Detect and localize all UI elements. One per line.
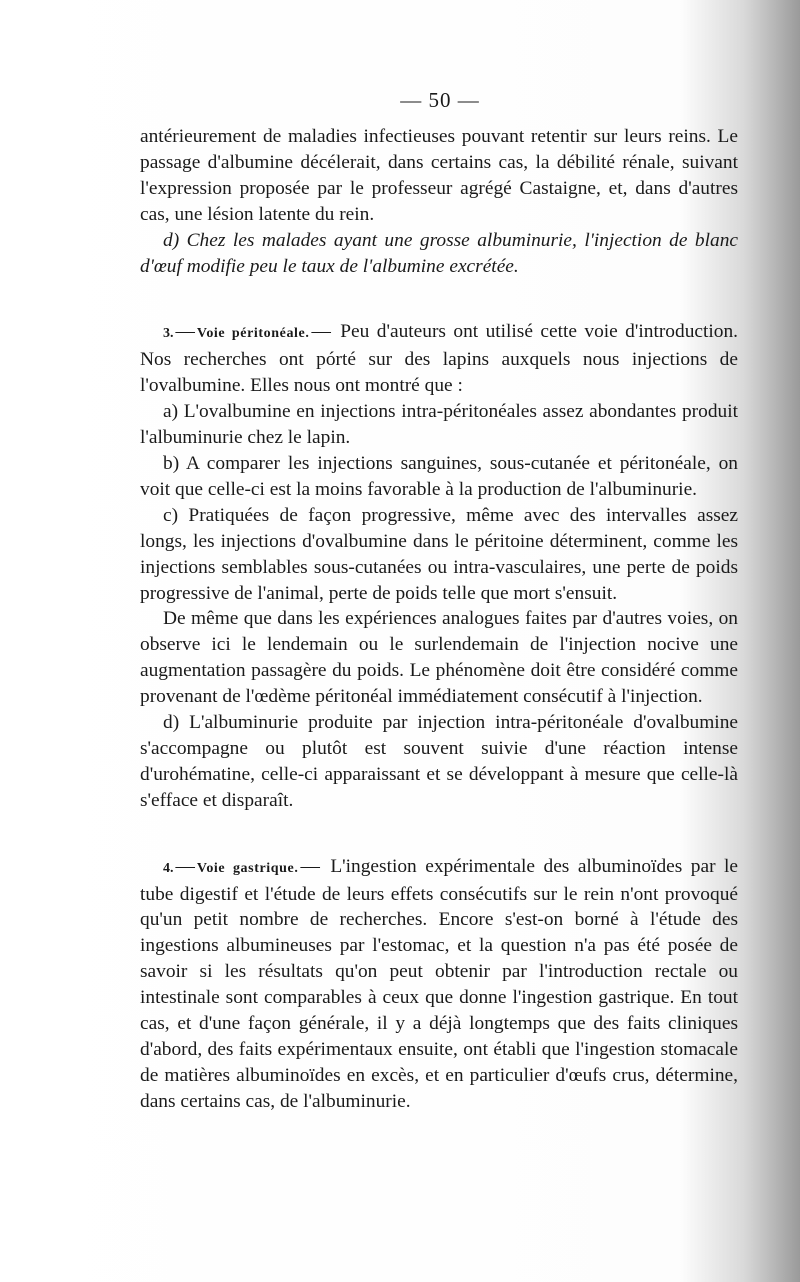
section-3-number: 3.	[163, 326, 174, 342]
point-d-paragraph: d) Chez les malades ayant une grosse albuminurie, l'injection de blanc d'œuf modifie peu le taux de l'albumine excrétée.	[140, 229, 738, 277]
section-3-observation: De même que dans les expériences analogues faites par d'autres voies, on observe ici le lendemain ou le surlendemain de l'injection nocive une augmentation passagère du poids. Le phénomène doit être considéré comme provenant de l'œdème péritonéal immédiatement consécutif à l'injection.	[140, 608, 738, 708]
section-3-point-c: c) Pratiquées de façon progressive, même avec des intervalles assez longs, les injections d'ovalbumine dans le péritoine déterminent, comme les injections semblables sous-cutanées ou intra-vasculaires, une perte de poids progressive de l'animal, perte de poids telle que mort s'ensuit.	[140, 504, 738, 604]
section-3-intro-text: Peu d'auteurs ont utilisé cette voie d'introduction. Nos recherches ont pórté sur des lapins auxquels nous injections de l'ovalbumine. Elles nous ont montré que :	[140, 321, 739, 397]
body-text	[140, 124, 738, 1115]
section-3-point-a: a) L'ovalbumine en injections intra-péritonéales assez abondantes produit l'albuminurie chez le lapin.	[140, 401, 738, 449]
section-4-title: Voie gastrique.	[196, 860, 299, 876]
section-3-title-dash: —	[311, 321, 331, 343]
section-3-intro	[140, 319, 738, 399]
page-number: — 50 —	[400, 88, 480, 112]
section-4-number: 4.	[163, 860, 174, 876]
section-4-dash: —	[175, 855, 195, 877]
intro-paragraph: antérieurement de maladies infectieuses pouvant retentir sur leurs reins. Le passage d'albumine décélerait, dans certains cas, la débilité rénale, suivant l'expression proposée par le professeur agrégé Castaigne, et, dans d'autres cas, une lésion latente du rein.	[140, 126, 738, 225]
section-3-dash: —	[175, 321, 195, 343]
section-4-body-text: L'ingestion expérimentale des albuminoïdes par le tube digestif et l'étude de leurs effets consécutifs sur le rein n'ont provoqué qu'un petit nombre de recherches. Encore s'est-on borné à l'étude des ingestions albumineuses par l'estomac, et la question n'a pas été posée de savoir si les résultats qu'on peut obtenir par l'introduction rectale ou intestinale sont comparables à ceux que donne l'ingestion gastrique. En tout cas, et d'une façon générale, il y a déjà longtemps que des faits cliniques d'abord, des faits expérimentaux ensuite, ont établi que l'ingestion stomacale de matières albuminoïdes en excès, et en particulier d'œufs crus, détermine, dans certains cas, de l'albuminurie.	[140, 855, 739, 1112]
section-4-paragraph	[140, 854, 738, 1115]
section-3-title: Voie péritonéale.	[196, 326, 310, 342]
section-3-point-d: d) L'albuminurie produite par injection intra-péritonéale d'ovalbumine s'accompagne ou plutôt est souvent suivie d'une réaction intense d'urohématine, celle-ci apparaissant et se développant à mesure que celle-là s'efface et disparaît.	[140, 712, 738, 811]
section-4-title-dash: —	[300, 855, 320, 877]
section-3-point-b: b) A comparer les injections sanguines, sous-cutanée et péritonéale, on voit que celle-ci est la moins favorable à la production de l'albuminurie.	[140, 452, 738, 500]
